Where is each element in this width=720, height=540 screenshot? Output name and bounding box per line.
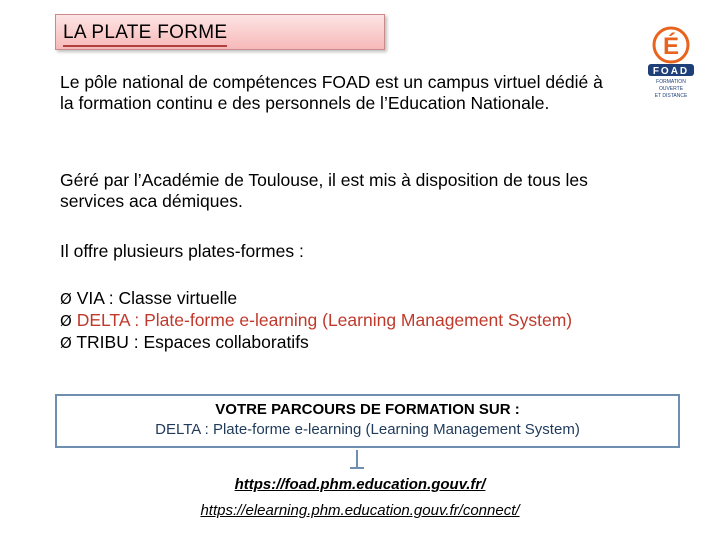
arrow-bullet-icon: Ø xyxy=(60,290,72,308)
connector-arrow-icon xyxy=(350,450,364,472)
logo-letter: É xyxy=(662,33,680,60)
arrow-bullet-icon: Ø xyxy=(60,312,72,330)
frame-heading: VOTRE PARCOURS DE FORMATION SUR : xyxy=(215,401,520,418)
logo-subtitle-2: OUVERTE xyxy=(658,86,684,92)
training-path-frame xyxy=(55,394,680,448)
paragraph-management: Géré par l’Académie de Toulouse, il est mis à disposition de tous les services aca démiques. xyxy=(60,170,588,211)
list-item-highlight: DELTA xyxy=(76,310,130,330)
foad-link[interactable]: https://foad.phm.education.gouv.fr/ xyxy=(234,476,486,493)
page-title: LA PLATE FORME xyxy=(63,22,227,47)
elearning-link[interactable]: https://elearning.phm.education.gouv.fr/connect/ xyxy=(200,502,520,519)
title-box xyxy=(55,14,385,50)
paragraph-platforms: Il offre plusieurs plates-formes : xyxy=(60,241,304,261)
list-item-delta xyxy=(60,310,620,332)
logo-subtitle-1: FORMATION xyxy=(656,79,686,85)
list-item-tribu xyxy=(60,332,620,354)
logo-subtitle-3: ET DISTANCE xyxy=(654,93,688,99)
arrow-bullet-icon: Ø xyxy=(60,334,72,352)
foad-logo-icon xyxy=(646,24,696,104)
logo-brand: FOAD xyxy=(652,66,690,77)
platform-list xyxy=(60,288,620,354)
list-item-text: VIA : Classe virtuelle xyxy=(76,288,238,308)
list-item-text: : Plate-forme e-learning (Learning Management System) xyxy=(129,310,573,330)
frame-subtitle: DELTA : Plate-forme e-learning (Learning Management System) xyxy=(155,421,580,438)
list-item-via xyxy=(60,288,620,310)
list-item-text: TRIBU : Espaces collaboratifs xyxy=(76,332,309,352)
paragraph-intro: Le pôle national de compétences FOAD est un campus virtuel dédié à la formation continu e des personnels de l’Education Nationale. xyxy=(60,72,603,113)
